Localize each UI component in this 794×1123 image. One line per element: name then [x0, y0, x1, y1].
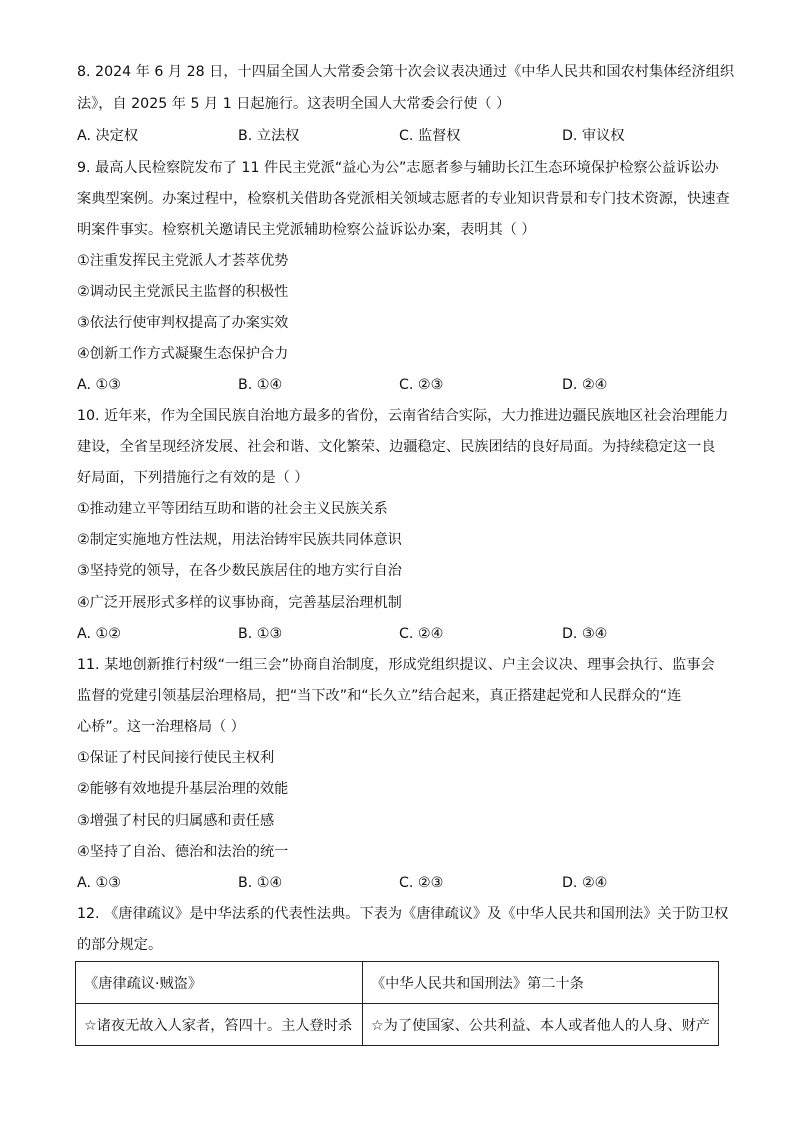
q9-option-b[interactable]: B. ①④	[238, 377, 283, 393]
q10-stem-line-1: 10. 近年来，作为全国民族自治地方最多的省份，云南省结合实际，大力推进边疆民族地区社会治理能力	[77, 408, 729, 424]
table-row	[76, 1004, 719, 1046]
q9-option-a[interactable]: A. ①③	[77, 377, 121, 393]
q10-option-c[interactable]: C. ②④	[399, 626, 444, 642]
q9-option-d[interactable]: D. ②④	[562, 377, 608, 393]
table-header-row	[76, 962, 719, 1004]
q8-option-b[interactable]: B. 立法权	[238, 128, 300, 144]
q11-option-b[interactable]: B. ①④	[238, 875, 283, 891]
q10-stem-line-2: 建设，全省呈现经济发展、社会和谐、文化繁荣、边疆稳定、民族团结的良好局面。为持续稳定这一良	[77, 439, 716, 455]
q8-option-d[interactable]: D. 审议权	[562, 128, 625, 144]
q9-option-c[interactable]: C. ②③	[399, 377, 444, 393]
q11-item-4: ④坚持了自治、德治和法治的统一	[77, 844, 289, 860]
q10-option-d[interactable]: D. ③④	[562, 626, 608, 642]
q11-option-d[interactable]: D. ②④	[562, 875, 608, 891]
q10-item-2: ②制定实施地方性法规，用法治铸牢民族共同体意识	[77, 532, 402, 548]
q8-options	[77, 126, 717, 146]
table-header-criminal-law: 《中华人民共和国刑法》第二十条	[362, 962, 718, 1004]
law-comparison-table	[75, 961, 719, 1046]
q9-item-2: ②调动民主党派民主监督的积极性	[77, 284, 289, 300]
q11-stem-line-3: 心桥”。这一治理格局（ ）	[77, 719, 245, 735]
q9-stem-line-2: 案典型案例。办案过程中，检察机关借助各党派相关领域志愿者的专业知识背景和专门技术资源，快速查	[77, 191, 730, 207]
table-cell-criminal-law: ☆为了使国家、公共利益、本人或者他人的人身、财产	[362, 1004, 718, 1046]
q11-options	[77, 873, 717, 893]
q9-stem-line-3: 明案件事实。检察机关邀请民主党派辅助检察公益诉讼办案，表明其（ ）	[77, 222, 536, 238]
q8-option-c[interactable]: C. 监督权	[399, 128, 461, 144]
q11-item-3: ③增强了村民的归属感和责任感	[77, 813, 275, 829]
q11-option-c[interactable]: C. ②③	[399, 875, 444, 891]
q9-item-1: ①注重发挥民主党派人才荟萃优势	[77, 253, 289, 269]
q11-item-1: ①保证了村民间接行使民主权利	[77, 750, 275, 766]
q8-stem-line-1: 8. 2024 年 6 月 28 日，十四届全国人大常委会第十次会议表决通过《中华人民共和国农村集体经济组织	[77, 64, 735, 80]
q10-item-3: ③坚持党的领导，在各少数民族居住的地方实行自治	[77, 563, 402, 579]
table-header-tang-code: 《唐律疏议·贼盗》	[76, 962, 363, 1004]
q11-option-a[interactable]: A. ①③	[77, 875, 121, 891]
q10-item-4: ④广泛开展形式多样的议事协商，完善基层治理机制	[77, 595, 402, 611]
q10-stem-line-3: 好局面，下列措施行之有效的是（ ）	[77, 470, 309, 486]
q11-item-2: ②能够有效地提升基层治理的效能	[77, 781, 289, 797]
q12-stem-line-1: 12. 《唐律疏议》是中华法系的代表性法典。下表为《唐律疏议》及《中华人民共和国刑法》关于防卫权	[77, 906, 729, 922]
table-cell-tang-code: ☆诸夜无故入人家者，笞四十。主人登时杀	[76, 1004, 363, 1046]
q9-stem-line-1: 9. 最高人民检察院发布了 11 件民主党派“益心为公”志愿者参与辅助长江生态环境保护检察公益诉讼办	[77, 160, 719, 176]
q10-option-b[interactable]: B. ①③	[238, 626, 283, 642]
q9-options	[77, 375, 717, 395]
q10-options	[77, 624, 717, 644]
q11-stem-line-2: 监督的党建引领基层治理格局，把“当下改”和“长久立”结合起来，真正搭建起党和人民群众的“连	[77, 688, 682, 704]
q9-item-4: ④创新工作方式凝聚生态保护合力	[77, 346, 289, 362]
q11-stem-line-1: 11. 某地创新推行村级“一组三会”协商自治制度，形成党组织提议、户主会议决、理事会执行、监事会	[77, 657, 715, 673]
q8-stem-line-2: 法》，自 2025 年 5 月 1 日起施行。这表明全国人大常委会行使（ ）	[77, 96, 511, 112]
q12-stem-line-2: 的部分规定。	[77, 937, 163, 953]
q9-item-3: ③依法行使审判权提高了办案实效	[77, 315, 289, 331]
q10-option-a[interactable]: A. ①②	[77, 626, 121, 642]
q8-option-a[interactable]: A. 决定权	[77, 128, 139, 144]
q10-item-1: ①推动建立平等团结互助和谐的社会主义民族关系	[77, 501, 388, 517]
